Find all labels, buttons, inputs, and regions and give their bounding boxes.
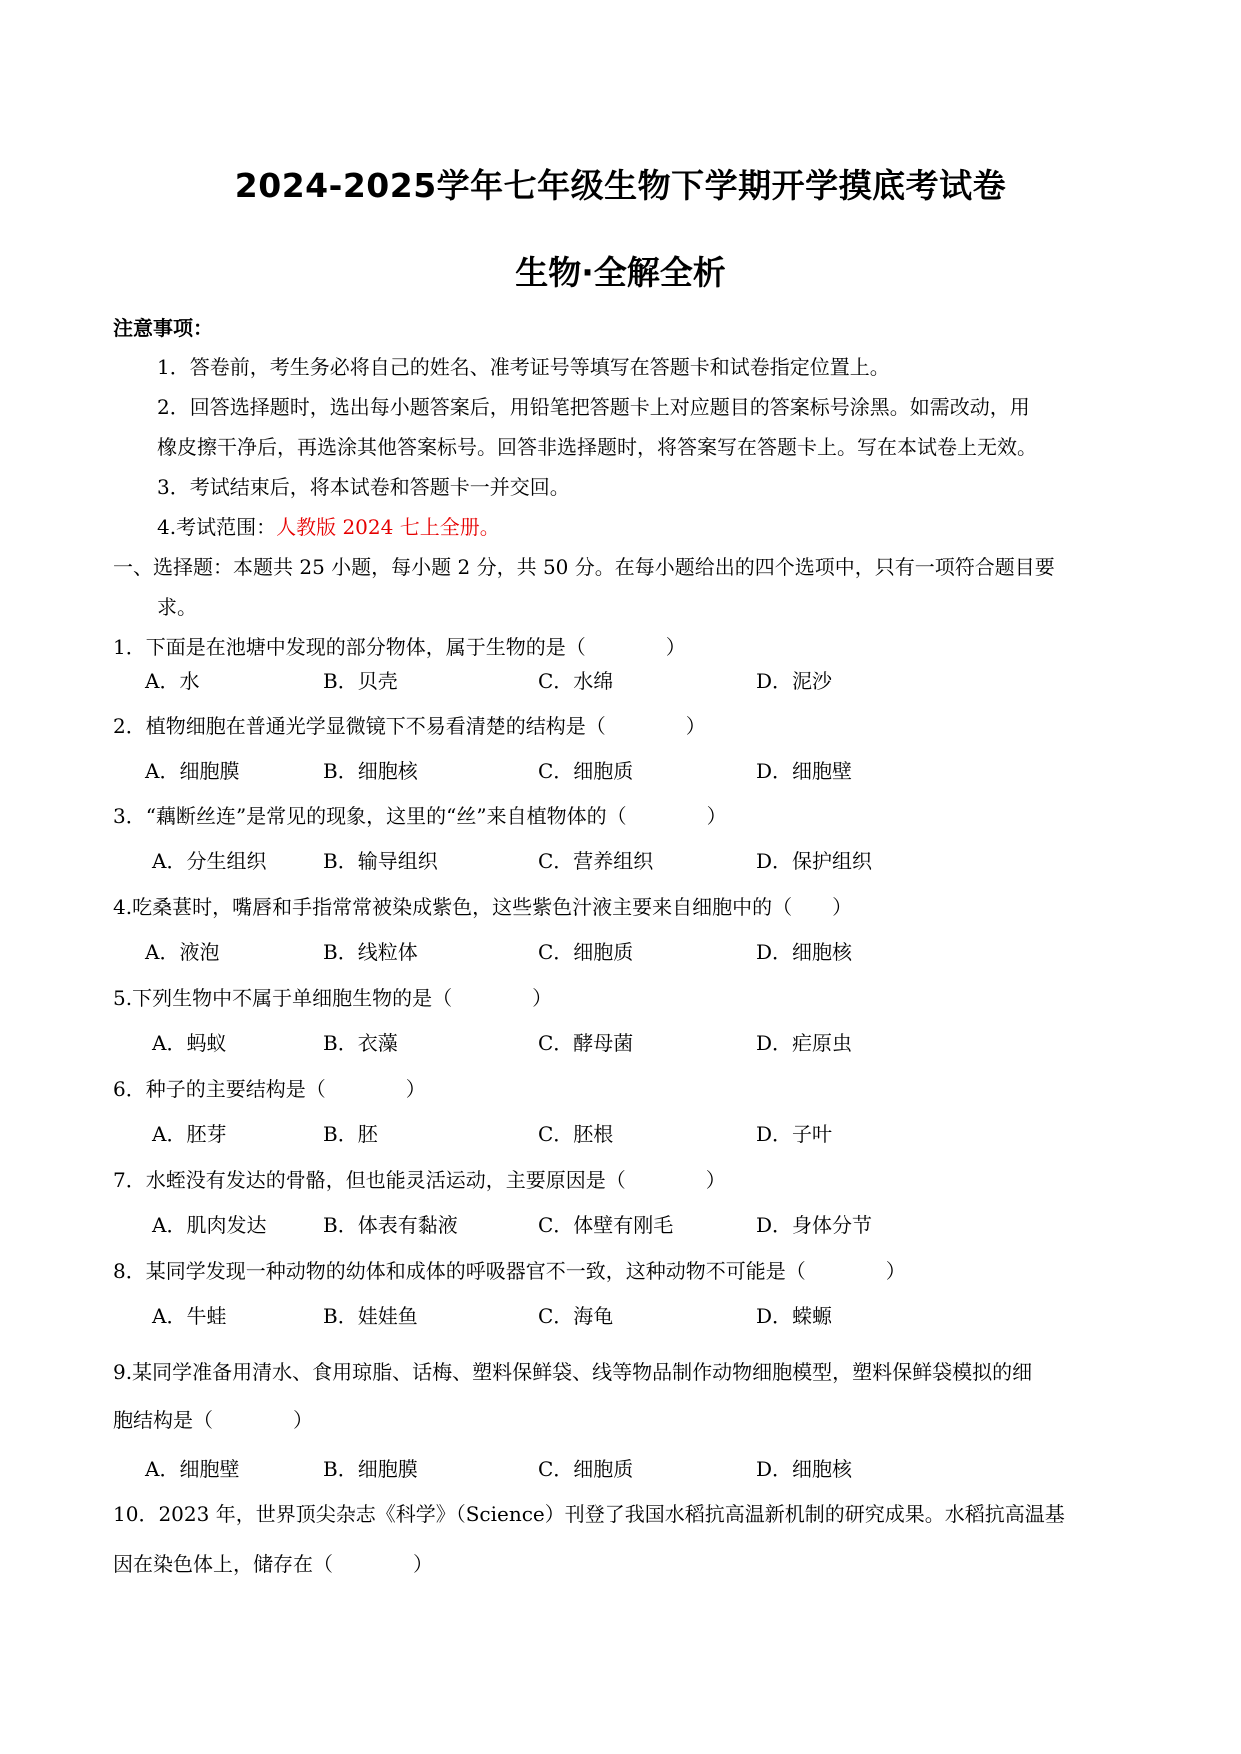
question-10-stem: 10．2023 年，世界顶尖杂志《科学》（Science）刊登了我国水稻抗高温新机制的研究成果。水稻抗高温基 xyxy=(113,1502,1065,1526)
question-8-stem: 8．某同学发现一种动物的幼体和成体的呼吸器官不一致，这种动物不可能是（ ） xyxy=(113,1259,906,1283)
q9-option-c: C．细胞质 xyxy=(538,1457,634,1481)
exam-subtitle: 生物·全解全析 xyxy=(515,253,726,292)
question-4-stem: 4.吃桑葚时，嘴唇和手指常常被染成紫色，这些紫色汁液主要来自细胞中的（ ） xyxy=(113,895,853,919)
q6-option-b: B．胚 xyxy=(323,1122,378,1146)
note-3: 3．考试结束后，将本试卷和答题卡一并交回。 xyxy=(157,475,570,499)
q9-option-b: B．细胞膜 xyxy=(323,1457,418,1481)
q4-option-b: B．线粒体 xyxy=(323,940,418,964)
q4-option-a: A．液泡 xyxy=(145,940,220,964)
note-4 xyxy=(157,515,500,539)
note-4-prefix: 4.考试范围： xyxy=(157,515,277,539)
q1-option-c: C．水绵 xyxy=(538,669,614,693)
q2-option-c: C．细胞质 xyxy=(538,759,634,783)
q3-option-d: D．保护组织 xyxy=(756,849,873,873)
q9-option-a: A．细胞壁 xyxy=(145,1457,240,1481)
q8-option-c: C．海龟 xyxy=(538,1304,614,1328)
q2-option-d: D．细胞壁 xyxy=(756,759,853,783)
q3-option-c: C．营养组织 xyxy=(538,849,654,873)
q2-option-b: B．细胞核 xyxy=(323,759,418,783)
q6-option-d: D．子叶 xyxy=(756,1122,833,1146)
q4-option-d: D．细胞核 xyxy=(756,940,853,964)
q1-option-b: B．贝壳 xyxy=(323,669,398,693)
note-4-range: 人教版 2024 七上全册。 xyxy=(276,515,500,539)
q5-option-d: D．疟原虫 xyxy=(756,1031,853,1055)
q7-option-b: B．体表有黏液 xyxy=(323,1213,458,1237)
question-9-stem-cont: 胞结构是（ ） xyxy=(113,1408,313,1432)
q4-option-c: C．细胞质 xyxy=(538,940,634,964)
q8-option-d: D．蝾螈 xyxy=(756,1304,833,1328)
q7-option-d: D．身体分节 xyxy=(756,1213,873,1237)
question-2-stem: 2．植物细胞在普通光学显微镜下不易看清楚的结构是（ ） xyxy=(113,714,706,738)
section-1-heading-cont: 求。 xyxy=(157,595,197,619)
q3-option-a: A．分生组织 xyxy=(152,849,267,873)
question-10-stem-cont: 因在染色体上，储存在（ ） xyxy=(113,1552,433,1576)
note-2a: 2．回答选择题时，选出每小题答案后，用铅笔把答题卡上对应题目的答案标号涂黑。如需改动，用 xyxy=(157,395,1030,419)
question-7-stem: 7．水蛭没有发达的骨骼，但也能灵活运动，主要原因是（ ） xyxy=(113,1168,726,1192)
q5-option-a: A．蚂蚁 xyxy=(152,1031,227,1055)
section-1-heading: 一、选择题：本题共 25 小题，每小题 2 分，共 50 分。在每小题给出的四个选项中，只有一项符合题目要 xyxy=(113,555,1055,579)
q3-option-b: B．输导组织 xyxy=(323,849,438,873)
q5-option-b: B．衣藻 xyxy=(323,1031,398,1055)
q2-option-a: A．细胞膜 xyxy=(145,759,240,783)
question-1-stem: 1．下面是在池塘中发现的部分物体，属于生物的是（ ） xyxy=(113,635,686,659)
q5-option-c: C．酵母菌 xyxy=(538,1031,634,1055)
q8-option-a: A．牛蛙 xyxy=(152,1304,227,1328)
q1-option-d: D．泥沙 xyxy=(756,669,833,693)
exam-title: 2024-2025学年七年级生物下学期开学摸底考试卷 xyxy=(234,166,1007,205)
question-3-stem: 3．“藕断丝连”是常见的现象，这里的“丝”来自植物体的（ ） xyxy=(113,804,727,828)
notes-heading: 注意事项： xyxy=(113,316,213,340)
q1-option-a: A．水 xyxy=(145,669,200,693)
question-6-stem: 6．种子的主要结构是（ ） xyxy=(113,1077,426,1101)
note-1: 1．答卷前，考生务必将自己的姓名、准考证号等填写在答题卡和试卷指定位置上。 xyxy=(157,355,890,379)
note-2b: 橡皮擦干净后，再选涂其他答案标号。回答非选择题时，将答案写在答题卡上。写在本试卷上无效。 xyxy=(157,435,1037,459)
q7-option-a: A．肌肉发达 xyxy=(152,1213,267,1237)
q7-option-c: C．体壁有刚毛 xyxy=(538,1213,674,1237)
q6-option-a: A．胚芽 xyxy=(152,1122,227,1146)
q6-option-c: C．胚根 xyxy=(538,1122,614,1146)
q9-option-d: D．细胞核 xyxy=(756,1457,853,1481)
question-5-stem: 5.下列生物中不属于单细胞生物的是（ ） xyxy=(113,986,553,1010)
question-9-stem: 9.某同学准备用清水、食用琼脂、话梅、塑料保鲜袋、线等物品制作动物细胞模型，塑料保鲜袋模拟的细 xyxy=(113,1360,1033,1384)
q8-option-b: B．娃娃鱼 xyxy=(323,1304,418,1328)
